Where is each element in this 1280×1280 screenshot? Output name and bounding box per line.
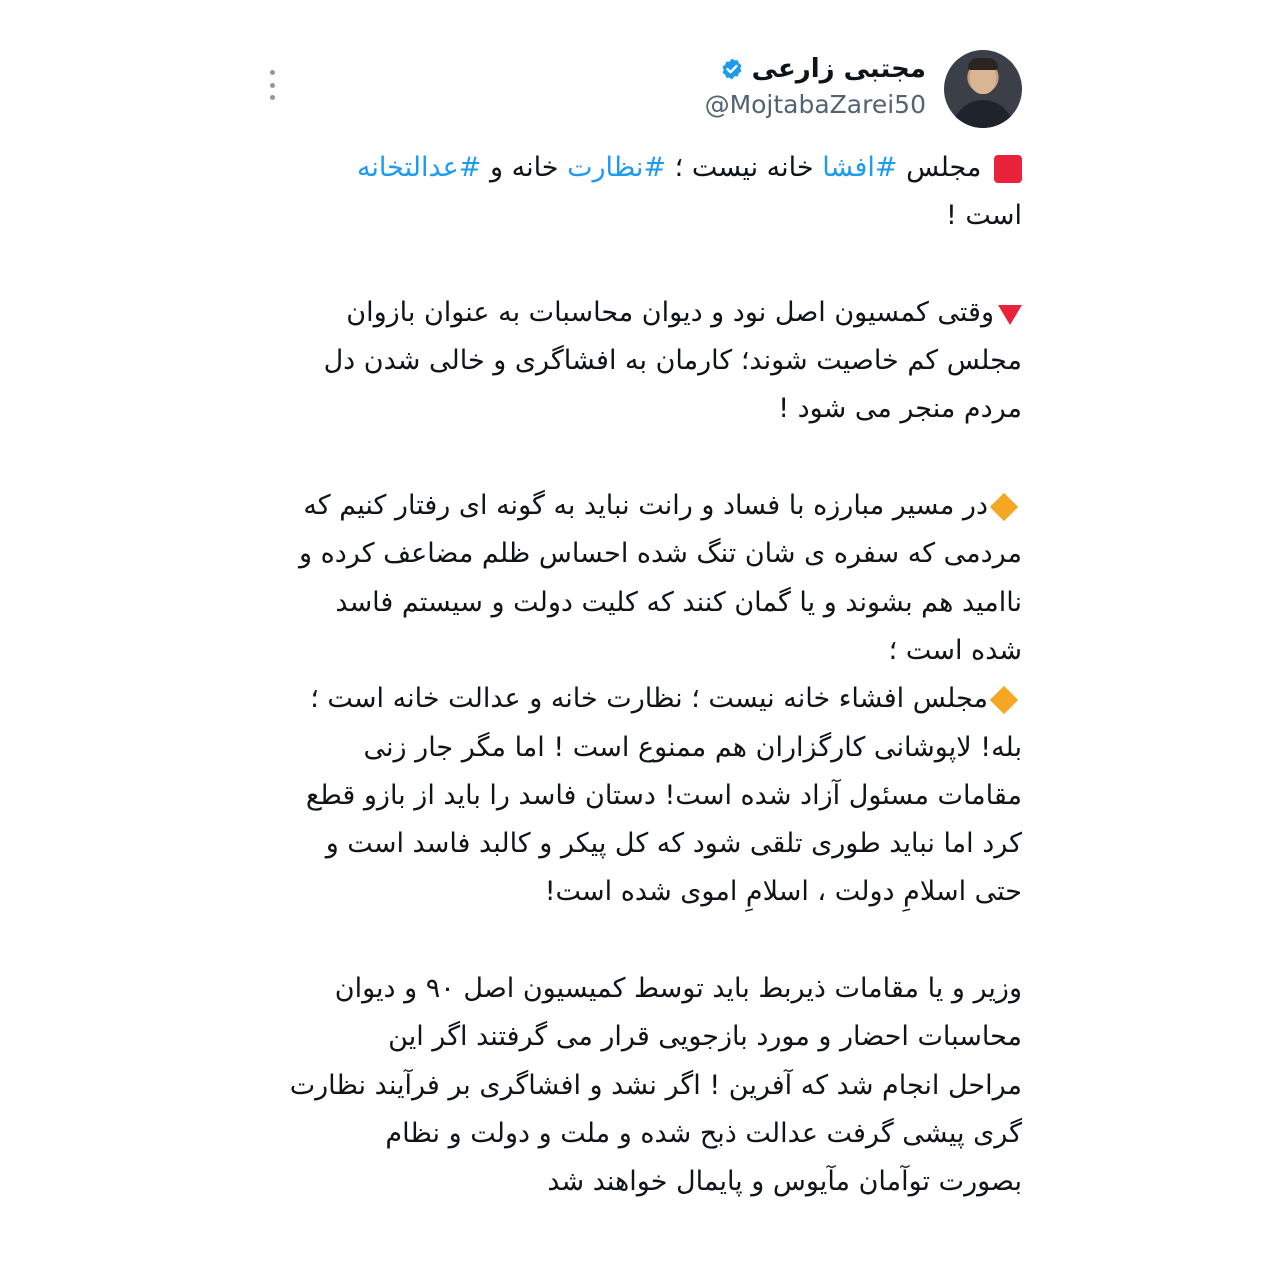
hashtag-link[interactable]: #افشا bbox=[822, 152, 898, 183]
tweet-line: محاسبات احضار و مورد بازجویی قرار می گرفتند اگر این bbox=[388, 1021, 1022, 1053]
tweet-line: بصورت توآمان مآیوس و پایمال خواهند شد bbox=[547, 1166, 1022, 1198]
tweet-line: حتی اسلامِ دولت ، اسلامِ اموی شده است! bbox=[544, 876, 1022, 908]
paragraph-gap bbox=[262, 434, 1022, 482]
tweet-line: کرد اما نباید طوری تلقی شود که کل پیکر و کالبد فاسد است و bbox=[325, 828, 1022, 860]
tweet-line-text: در مسیر مبارزه با فساد و رانت نباید به گونه ای رفتار کنیم که bbox=[303, 490, 988, 522]
avatar-shoulders bbox=[952, 100, 1014, 128]
tweet-line bbox=[262, 144, 1022, 192]
tweet-line: ناامید هم بشوند و یا گمان کنند که کلیت دولت و سیستم فاسد bbox=[335, 586, 1022, 618]
tweet-card bbox=[240, 40, 1030, 1240]
tweet-line: بله! لاپوشانی کارگزاران هم ممنوع است ! اما مگر جار زنی bbox=[363, 731, 1022, 763]
hashtag-link[interactable]: #عدالتخانه bbox=[356, 152, 482, 183]
tweet-line bbox=[262, 482, 1022, 530]
tweet-line: شده است ؛ bbox=[888, 634, 1022, 666]
tweet-header bbox=[240, 44, 1030, 134]
paragraph-gap bbox=[262, 917, 1022, 965]
tweet-text bbox=[262, 144, 1022, 1207]
author-display-name-row[interactable] bbox=[705, 54, 926, 84]
tweet-line: وزیر و یا مقامات ذیربط باید توسط کمیسیون اصل ۹۰ و دیوان bbox=[334, 973, 1022, 1005]
tweet-line: مقامات مسئول آزاد شده است! دستان فاسد را باید از بازو قطع bbox=[305, 779, 1022, 811]
tweet-line: مجلس کم خاصیت شوند؛ کارمان به افشاگری و خالی شدن دل bbox=[323, 345, 1022, 377]
author-handle[interactable]: @MojtabaZarei50 bbox=[704, 90, 926, 119]
avatar-hair bbox=[968, 58, 998, 70]
orange-diamond-icon bbox=[990, 492, 1018, 520]
verified-badge-icon bbox=[720, 57, 744, 81]
tweet-word: خانه نیست ؛ bbox=[674, 152, 814, 183]
more-dot bbox=[270, 95, 275, 100]
more-dot bbox=[270, 83, 275, 88]
tweet-word: مجلس bbox=[906, 152, 982, 183]
more-vertical-icon[interactable] bbox=[265, 70, 279, 100]
author-names bbox=[705, 54, 926, 119]
tweet-line: است ! bbox=[945, 200, 1022, 232]
tweet-line bbox=[262, 289, 1022, 337]
orange-diamond-icon bbox=[990, 686, 1018, 714]
tweet-line bbox=[262, 675, 1022, 723]
tweet-line-text: وقتی کمسیون اصل نود و دیوان محاسبات به عنوان بازوان bbox=[346, 296, 994, 328]
tweet-line: مردمی که سفره ی شان تنگ شده احساس ظلم مضاعف کرده و bbox=[299, 538, 1022, 570]
hashtag-link[interactable]: #نظارت bbox=[567, 152, 667, 183]
paragraph-gap bbox=[262, 241, 1022, 289]
avatar[interactable] bbox=[944, 50, 1022, 128]
tweet-word: خانه و bbox=[489, 152, 559, 183]
red-triangle-down-icon bbox=[998, 305, 1022, 325]
tweet-line: گری پیشی گرفت عدالت ذبح شده و ملت و دولت و نظام bbox=[385, 1117, 1022, 1149]
tweet-line: مردم منجر می شود ! bbox=[778, 393, 1022, 425]
tweet-line: مراحل انجام شد که آفرین ! اگر نشد و افشاگری بر فرآیند نظارت bbox=[289, 1069, 1022, 1101]
author-display-name[interactable]: مجتبی زارعی bbox=[751, 54, 926, 84]
more-dot bbox=[270, 70, 275, 75]
red-square-icon bbox=[994, 155, 1022, 183]
tweet-line-text: مجلس افشاء خانه نیست ؛ نظارت خانه و عدالت خانه است ؛ bbox=[310, 683, 988, 715]
